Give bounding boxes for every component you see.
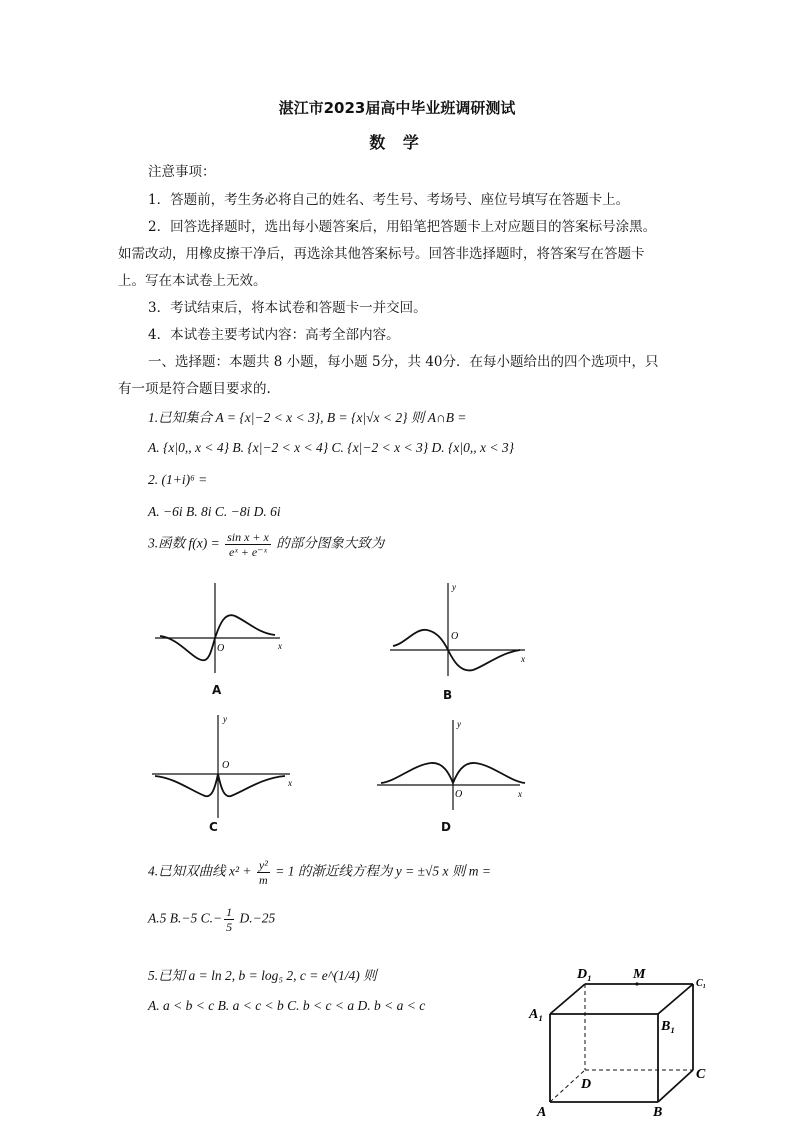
cube-label-m: M bbox=[633, 967, 646, 982]
notes-heading: 注意事项： bbox=[148, 164, 216, 180]
graph-c-x-label: x bbox=[288, 778, 292, 788]
question-3-suffix: 的部分图象大致为 bbox=[272, 535, 385, 551]
note-item-1: 1．答题前，考生务必将自己的姓名、考生号、考场号、座位号填写在答题卡上。 bbox=[148, 192, 630, 208]
graph-d bbox=[375, 715, 530, 815]
note-item-4: 4．本试卷主要考试内容：高考全部内容。 bbox=[148, 327, 400, 343]
graph-a-label: A bbox=[212, 683, 222, 697]
question-4-option-d: D.−25 bbox=[236, 910, 276, 926]
question-4-suffix: = 1 的渐近线方程为 y = ±√5 x 则 m = bbox=[271, 863, 491, 879]
cube-label-a1: A₁ bbox=[529, 1007, 544, 1022]
question-2-stem: 2. (1+i)⁶ = bbox=[148, 472, 208, 487]
question-4-options-ab: A.5 B.−5 C.− bbox=[148, 910, 223, 926]
note-item-2-end: 上。写在本试卷上无效。 bbox=[118, 273, 267, 289]
question-5-options: A. a < b < c B. a < c < b C. b < c < a D. b < a < c bbox=[148, 998, 426, 1013]
question-4-denominator: m bbox=[259, 873, 268, 887]
question-5-stem: 5.已知 a = ln 2, b = log₅ 2, c = e^(1/4) 则 bbox=[148, 968, 377, 983]
note-item-3: 3．考试结束后，将本试卷和答题卡一并交回。 bbox=[148, 300, 427, 316]
cube-figure bbox=[525, 962, 725, 1120]
graph-a bbox=[150, 578, 290, 678]
question-4-numerator: y² bbox=[258, 858, 268, 872]
cube-label-c1: C₁ bbox=[696, 978, 707, 989]
note-item-2: 2．回答选择题时，选出每小题答案后，用铅笔把答题卡上对应题目的答案标号涂黑。 bbox=[148, 219, 657, 235]
graph-b-y-label: y bbox=[452, 582, 456, 592]
graph-b bbox=[385, 578, 530, 678]
question-3-prefix: 3.函数 f(x) = bbox=[148, 535, 224, 551]
note-item-2-cont: 如需改动，用橡皮擦干净后，再选涂其他答案标号。回答非选择题时，将答案写在答题卡 bbox=[118, 246, 645, 262]
graph-c bbox=[150, 710, 300, 820]
question-4-options bbox=[148, 905, 275, 934]
graph-c-label: C bbox=[209, 820, 218, 834]
question-4-prefix: 4.已知双曲线 x² + bbox=[148, 863, 255, 879]
graph-b-origin: O bbox=[451, 631, 459, 642]
question-4-fraction bbox=[257, 858, 270, 887]
exam-title: 湛江市2023届高中毕业班调研测试 bbox=[278, 99, 516, 117]
graph-b-x-label: x bbox=[521, 654, 525, 664]
graph-d-origin: O bbox=[455, 789, 463, 800]
graph-a-x-label: x bbox=[278, 641, 282, 651]
question-1-options: A. {x|0,, x < 4} B. {x|−2 < x < 4} C. {x|−2 < x < 3} D. {x|0,, x < 3} bbox=[148, 440, 514, 455]
cube-label-c: C bbox=[696, 1067, 706, 1082]
section-1-instructions-cont: 有一项是符合题目要求的. bbox=[118, 381, 271, 397]
graph-d-label: D bbox=[441, 820, 451, 834]
cube-label-b1: B₁ bbox=[661, 1019, 676, 1034]
question-4-stem bbox=[148, 858, 491, 887]
cube-label-d1: D₁ bbox=[577, 967, 592, 982]
question-3-numerator: sin x + x bbox=[227, 530, 269, 544]
graph-b-label: B bbox=[443, 688, 453, 702]
question-4-option-c-den: 5 bbox=[226, 920, 233, 934]
cube-label-a: A bbox=[537, 1105, 547, 1120]
question-3-fraction bbox=[225, 530, 271, 559]
question-3-denominator: eˣ + e⁻ˣ bbox=[229, 545, 267, 559]
exam-subject: 数 学 bbox=[369, 133, 425, 152]
question-4-option-c-fraction bbox=[224, 905, 234, 934]
question-4-option-c-num: 1 bbox=[226, 905, 233, 919]
graph-c-y-label: y bbox=[223, 714, 227, 724]
graph-d-x-label: x bbox=[518, 789, 522, 799]
cube-label-d: D bbox=[581, 1077, 592, 1092]
graph-d-y-label: y bbox=[457, 719, 461, 729]
section-1-instructions: 一、选择题：本题共 8 小题，每小题 5分，共 40分．在每小题给出的四个选项中，只 bbox=[148, 354, 659, 370]
question-3-stem bbox=[148, 530, 384, 559]
cube-label-b: B bbox=[653, 1105, 663, 1120]
question-2-options: A. −6i B. 8i C. −8i D. 6i bbox=[148, 504, 281, 519]
graph-a-origin: O bbox=[217, 643, 225, 654]
question-1-stem: 1.已知集合 A = {x|−2 < x < 3}, B = {x|√x < 2} 则 A∩B = bbox=[148, 410, 467, 425]
graph-c-origin: O bbox=[222, 760, 230, 771]
